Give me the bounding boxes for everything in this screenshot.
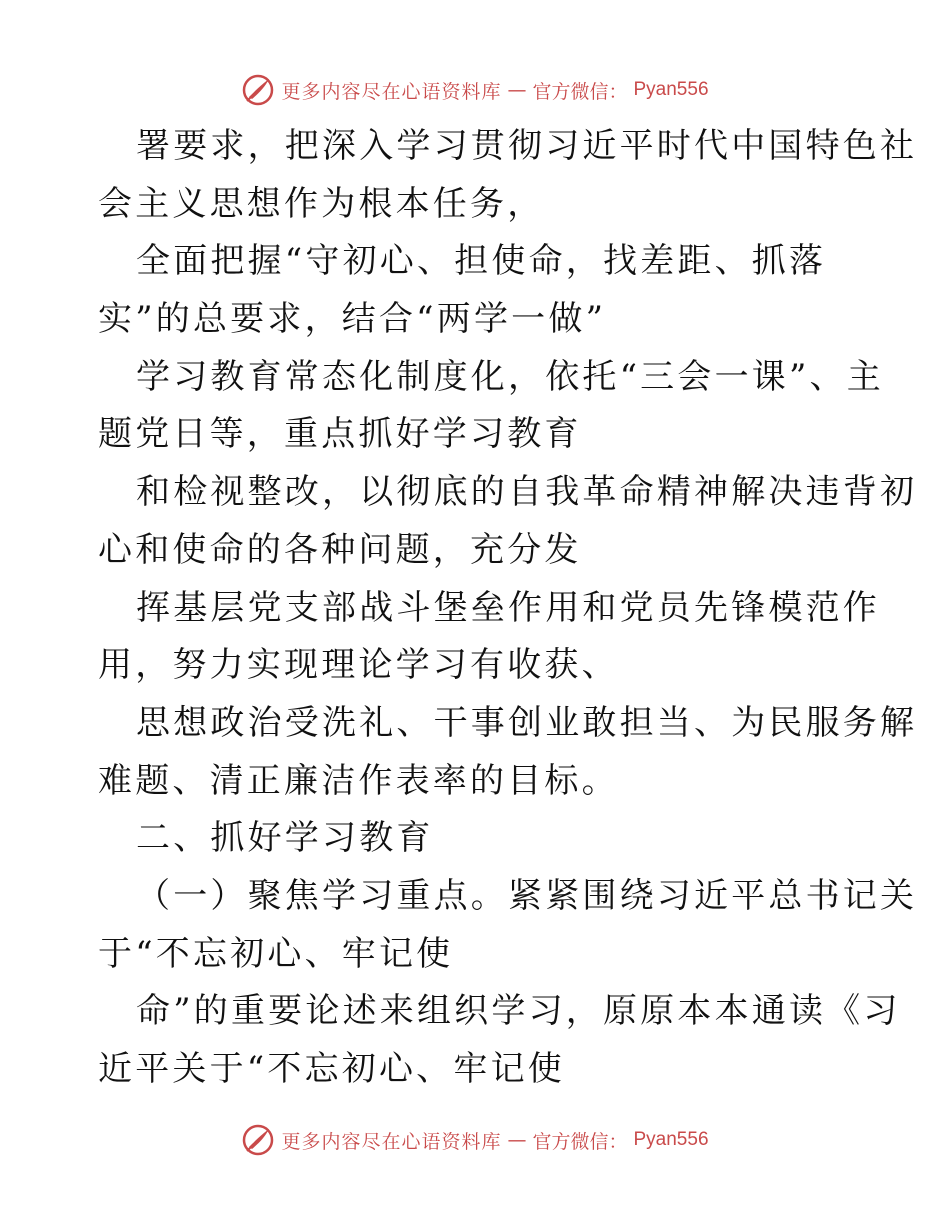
text-line: 会主义思想作为根本任务， [98, 183, 545, 224]
watermark-wechat-id: Pyan556 [633, 79, 709, 100]
footer-watermark [0, 1120, 950, 1160]
text-line: 实”的总要求，结合“两学一做” [98, 299, 607, 340]
watermark-separator: — [507, 1129, 527, 1151]
feather-pen-icon [241, 73, 275, 107]
text-line: 和检视整改，以彻底的自我革命精神解决违背初 [136, 472, 918, 513]
feather-pen-icon [241, 1123, 275, 1157]
text-line: 学习教育常态化制度化，依托“三会一课”、主 [136, 356, 884, 397]
watermark-wechat-label: 官方微信： [532, 1130, 628, 1153]
text-line: 于“不忘初心、牢记使 [98, 933, 454, 974]
text-line: 难题、清正廉洁作表率的目标。 [98, 760, 619, 801]
text-line: 题党日等，重点抓好学习教育 [98, 414, 582, 455]
text-line: 挥基层党支部战斗堡垒作用和党员先锋模范作 [136, 587, 880, 628]
text-line: 心和使命的各种问题，充分发 [98, 529, 582, 570]
text-line: 全面把握“守初心、担使命，找差距、抓落 [136, 241, 827, 282]
text-line: 命”的重要论述来组织学习，原原本本通读《习 [136, 991, 901, 1032]
watermark-wechat-label: 官方微信： [532, 80, 628, 103]
watermark-site-text: 更多内容尽在心语资料库 [281, 80, 502, 103]
section-heading: 二、抓好学习教育 [136, 818, 434, 859]
text-line: 思想政治受洗礼、干事创业敢担当、为民服务解 [136, 702, 918, 743]
document-body [98, 118, 918, 1099]
text-line: （一）聚焦学习重点。紧紧围绕习近平总书记关 [136, 875, 918, 916]
text-line: 署要求，把深入学习贯彻习近平时代中国特色社 [136, 126, 918, 166]
header-watermark [0, 70, 950, 110]
text-line: 近平关于“不忘初心、牢记使 [98, 1049, 565, 1089]
text-line: 用，努力实现理论学习有收获、 [98, 645, 619, 686]
watermark-separator: — [507, 79, 527, 101]
watermark-wechat-id: Pyan556 [633, 1129, 709, 1150]
watermark-site-text: 更多内容尽在心语资料库 [281, 1130, 502, 1153]
